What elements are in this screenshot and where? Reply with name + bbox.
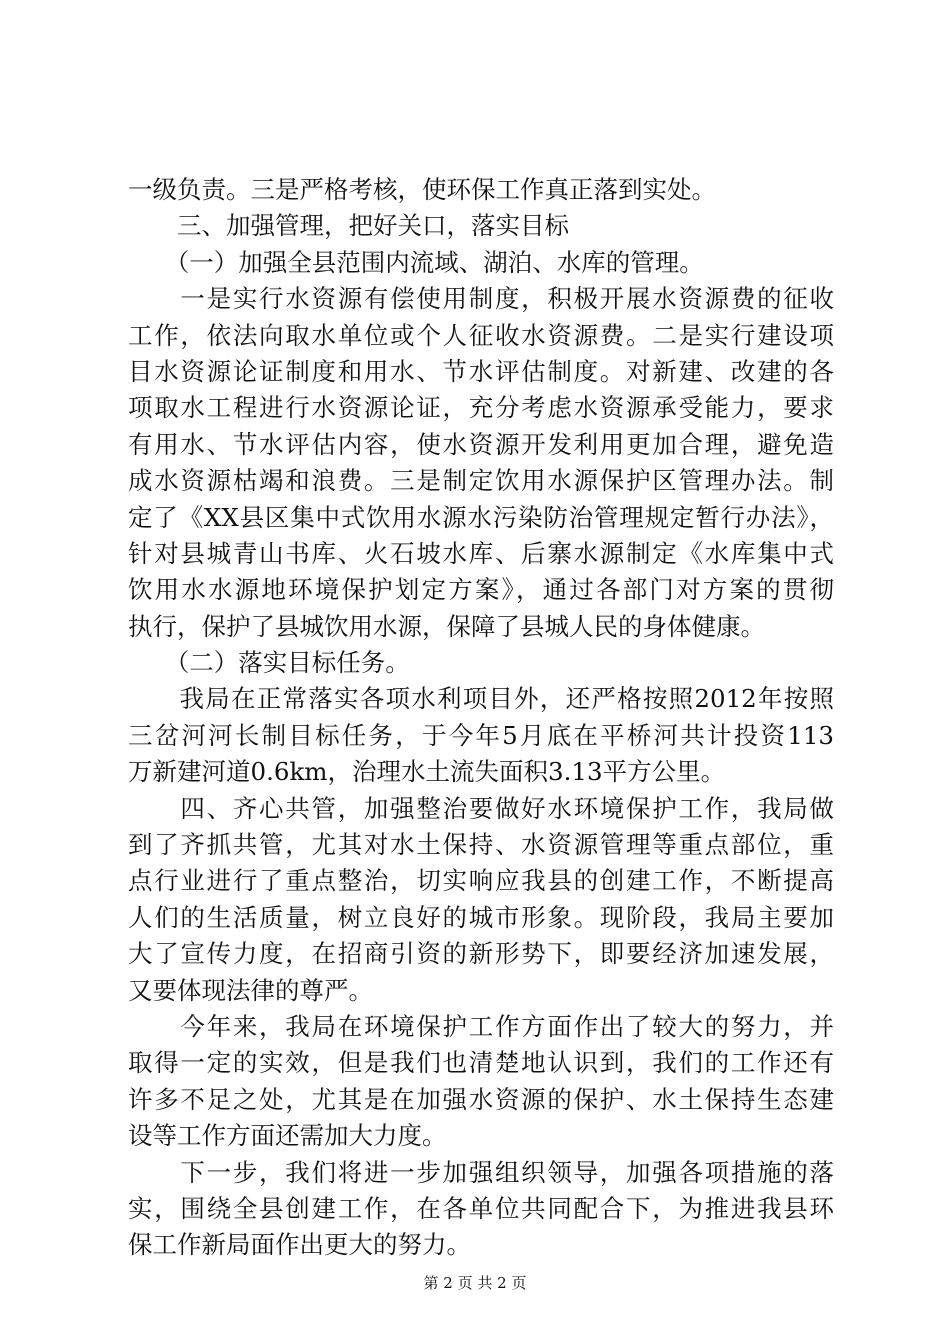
text-line: 又要体现法律的尊严。 bbox=[128, 975, 373, 1005]
text-line: 项取水工程进行水资源论证，充分考虑水资源承受能力，要求 bbox=[128, 393, 834, 423]
text-line: 针对县城青山书库、火石坡水库、后寨水源制定《水库集中式 bbox=[128, 538, 834, 568]
text-line: 实，围绕全县创建工作，在各单位共同配合下，为推进我县环 bbox=[128, 1193, 834, 1223]
body-text bbox=[128, 172, 834, 1264]
text-line: 目水资源论证制度和用水、节水评估制度。对新建、改建的各 bbox=[128, 356, 834, 386]
text-line: 点行业进行了重点整治，切实响应我县的创建工作，不断提高 bbox=[128, 866, 834, 896]
page-footer: 第 2 页 共 2 页 bbox=[423, 1274, 527, 1292]
text-line: 人们的生活质量，树立良好的城市形象。现阶段，我局主要加 bbox=[128, 902, 834, 932]
text-line: 三岔河河长制目标任务，于今年5月底在平桥河共计投资113 bbox=[128, 720, 834, 750]
text-line: 取得一定的实效，但是我们也清楚地认识到，我们的工作还有 bbox=[128, 1048, 834, 1078]
text-line: 到了齐抓共管，尤其对水土保持、水资源管理等重点部位，重 bbox=[128, 830, 834, 860]
text-line: （一）加强全县范围内流域、湖泊、水库的管理。 bbox=[128, 247, 704, 277]
text-line: 今年来，我局在环境保护工作方面作出了较大的努力，并 bbox=[128, 1011, 834, 1041]
text-line: 下一步，我们将进一步加强组织领导，加强各项措施的落 bbox=[128, 1157, 834, 1187]
document-body bbox=[128, 172, 834, 1264]
text-line: 四、齐心共管，加强整治要做好水环境保护工作，我局做 bbox=[128, 793, 834, 823]
text-line: 大了宣传力度，在招商引资的新形势下，即要经济加速发展， bbox=[128, 939, 834, 969]
text-line: （二）落实目标任务。 bbox=[128, 648, 410, 678]
text-line: 有用水、节水评估内容，使水资源开发利用更加合理，避免造 bbox=[128, 429, 834, 459]
text-line: 设等工作方面还需加大力度。 bbox=[128, 1121, 447, 1151]
text-line: 一是实行水资源有偿使用制度，积极开展水资源费的征收 bbox=[128, 284, 834, 314]
text-line: 工作，依法向取水单位或个人征收水资源费。二是实行建设项 bbox=[128, 320, 834, 350]
text-line: 执行，保护了县城饮用水源，保障了县城人民的身体健康。 bbox=[128, 611, 765, 641]
text-line: 定了《XX县区集中式饮用水源水污染防治管理规定暂行办法》， bbox=[128, 502, 834, 532]
text-line: 万新建河道0.6km，治理水土流失面积3.13平方公里。 bbox=[128, 757, 726, 787]
text-line: 饮用水水源地环境保护划定方案》，通过各部门对方案的贯彻 bbox=[128, 575, 834, 605]
text-line: 我局在正常落实各项水利项目外，还严格按照2012年按照 bbox=[128, 684, 834, 714]
text-line: 成水资源枯竭和浪费。三是制定饮用水源保护区管理办法。制 bbox=[128, 466, 834, 496]
text-line: 许多不足之处，尤其是在加强水资源的保护、水土保持生态建 bbox=[128, 1084, 834, 1114]
text-line: 三、加强管理，把好关口，落实目标 bbox=[128, 211, 569, 241]
text-line: 一级负责。三是严格考核，使环保工作真正落到实处。 bbox=[128, 175, 716, 204]
text-line: 保工作新局面作出更大的努力。 bbox=[128, 1230, 471, 1260]
